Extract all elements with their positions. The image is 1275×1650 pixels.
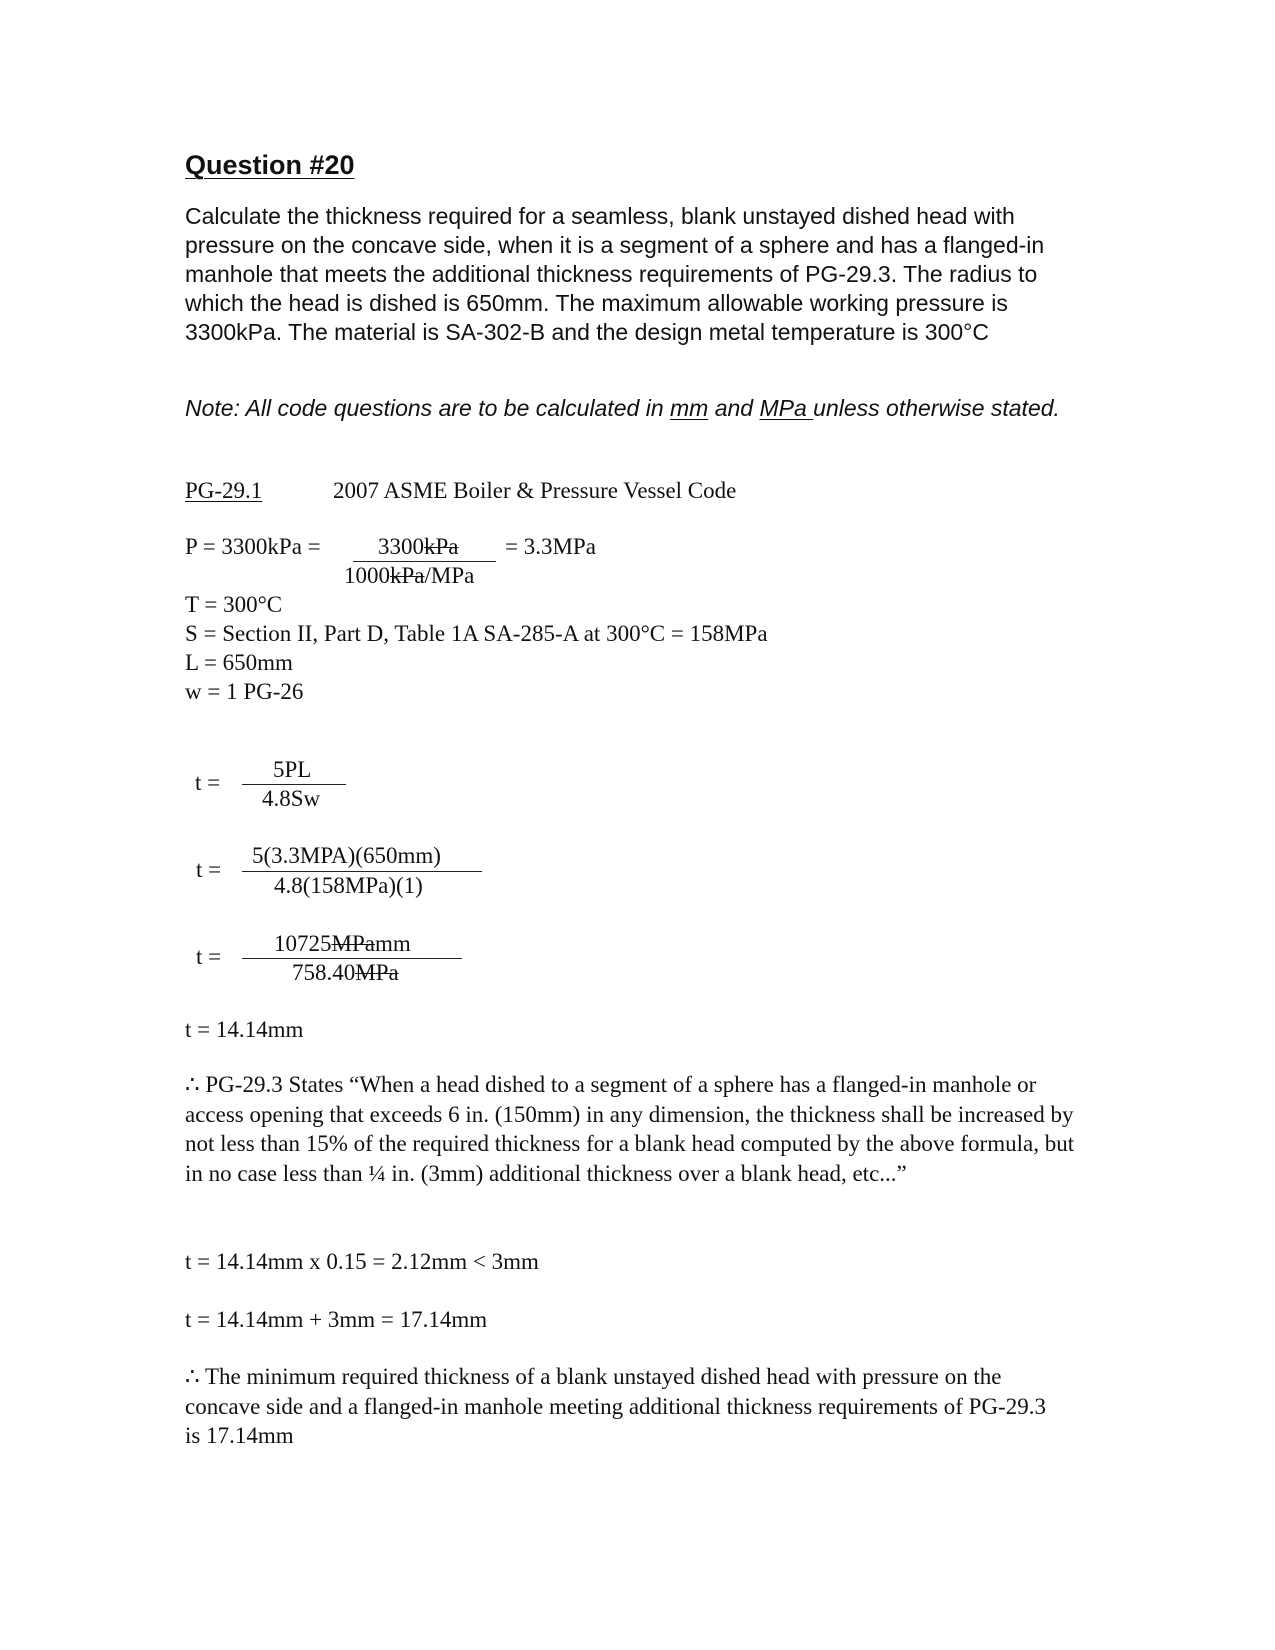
step3-t-label: t = [196,944,222,969]
variable-t: T = 300°C [185,592,283,617]
step3-fraction-bar [242,958,462,959]
note-mm: mm [670,395,709,421]
step3-den-struck: MPa [355,960,399,985]
step2-fraction-bar [242,871,482,872]
note-text [185,394,1085,423]
step2-t-label: t = [196,857,222,882]
step3-num-value: 10725 [274,931,332,956]
thickness-result: t = 14.14mm [185,1017,304,1042]
note-and: and [708,395,760,421]
pressure-lhs: P = 3300kPa = [185,534,321,559]
step1-fraction-bar [242,784,346,785]
pressure-result: = 3.3MPa [505,534,596,559]
pressure-den-value: 1000 [344,563,390,588]
conclusion: ∴ The minimum required thickness of a blank unstayed dished head with pressure on the concave side and a flanged-in manhole meeting additional thickness requirements of PG-29.3 is 17.14mm [185,1364,1046,1448]
step2-denominator: 4.8(158MPa)(1) [274,873,423,898]
pressure-denominator [344,563,474,589]
step3-num-rest: mm [374,931,411,956]
variable-s: S = Section II, Part D, Table 1A SA-285-A at 300°C = 158MPa [185,621,768,646]
pressure-numerator [378,534,459,560]
question-text: Calculate the thickness required for a seamless, blank unstayed dished head with pressure on the concave side, when it is a segment of a sphere and has a flanged-in manhole that meets the additional thickness requirements of PG-29.3. The radius to which the head is dished is 650mm. The maximum allowable working pressure is 3300kPa. The material is SA-302-B and the design metal temperature is 300°C [185,203,1045,345]
step3-denominator [292,960,399,986]
pressure-den-unit-rest: /MPa [424,563,475,588]
calc-final: t = 14.14mm + 3mm = 17.14mm [185,1307,488,1332]
pressure-fraction-bar [353,561,496,562]
step1-denominator: 4.8Sw [262,786,321,811]
step3-numerator [274,931,411,957]
step2-numerator: 5(3.3MPA)(650mm) [252,843,441,868]
step1-numerator: 5PL [273,757,312,782]
pressure-num-unit: kPa [424,534,459,559]
variable-l: L = 650mm [185,650,293,675]
pressure-num-value: 3300 [378,534,424,559]
page-title: Question #20 [185,150,355,180]
calc-increase: t = 14.14mm x 0.15 = 2.12mm < 3mm [185,1249,539,1274]
reference-section: PG-29.1 [185,478,263,503]
pressure-den-unit-struck: kPa [390,563,425,588]
note-mpa: MPa [759,395,814,421]
note-prefix: Note: All code questions are to be calculated in [185,395,670,421]
variable-w: w = 1 PG-26 [185,679,304,704]
reference-code: 2007 ASME Boiler & Pressure Vessel Code [333,478,737,503]
note-suffix: unless otherwise stated. [813,395,1060,421]
step1-t-label: t = [195,770,221,795]
step3-den-value: 758.40 [292,960,356,985]
pg293-statement: ∴ PG-29.3 States “When a head dished to a segment of a sphere has a flanged-in manhole or access opening that exceeds 6 in. (150mm) in any dimension, the thickness shall be increased by not less than 15% of the required thickness for a blank head computed by the above formula, but in no case less than ¼ in. (3mm) additional thickness over a blank head, etc...” [185,1072,1075,1186]
step3-num-struck: MPa [331,931,375,956]
